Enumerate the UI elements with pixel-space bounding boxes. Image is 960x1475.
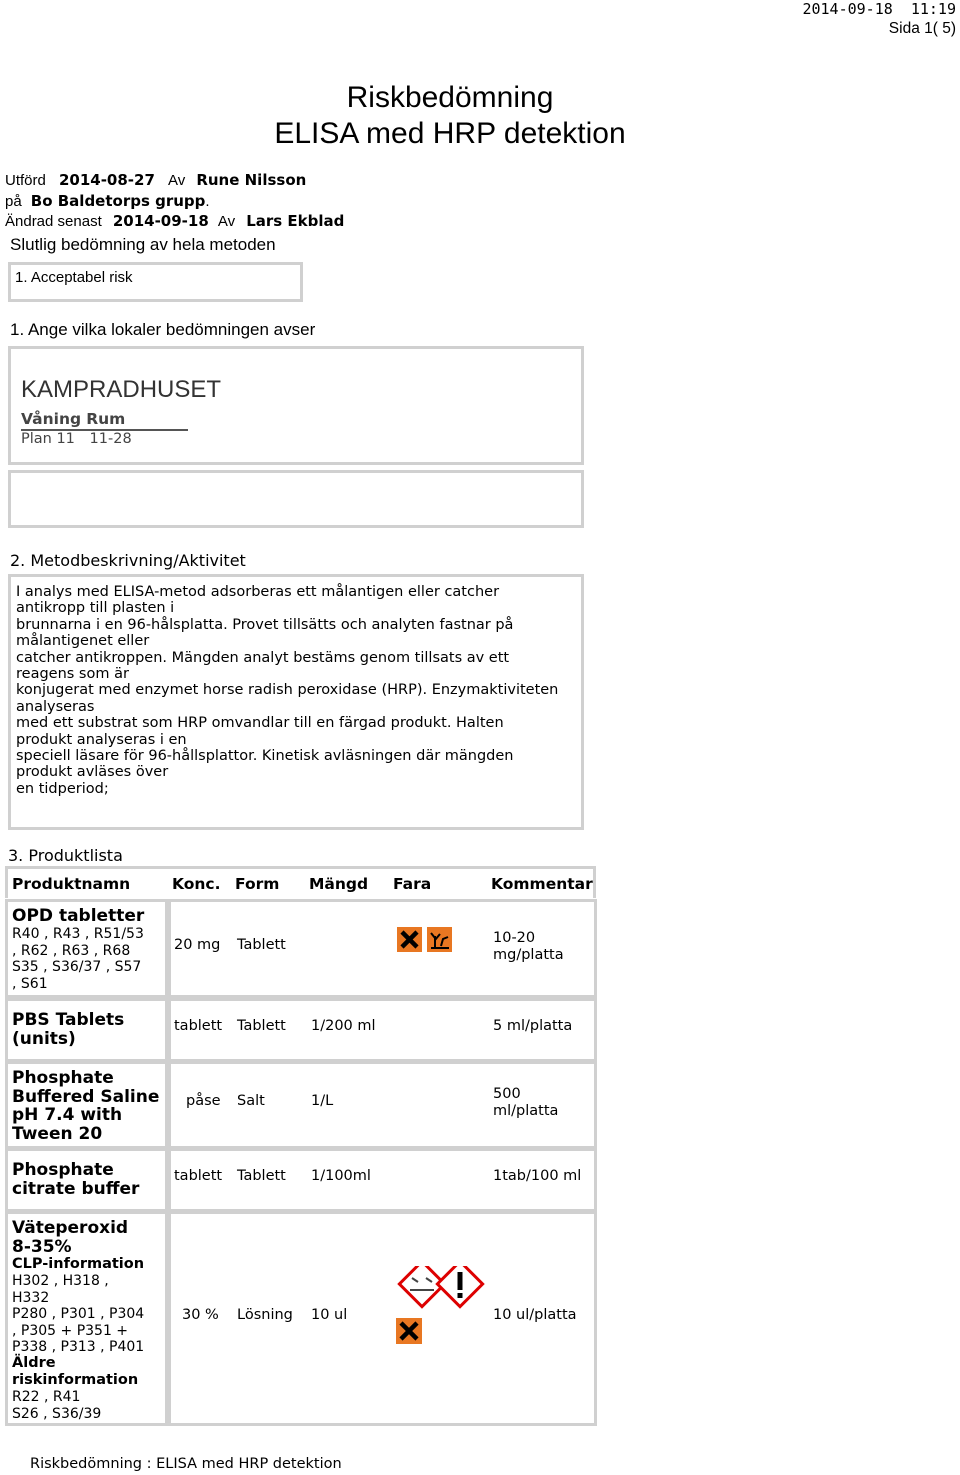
doc-title-line1: Riskbedömning [346, 81, 554, 114]
konc-value: påse [186, 1093, 221, 1109]
konc-value: tablett [174, 1018, 223, 1034]
mangd-value: 10 ul [311, 1307, 348, 1323]
description-line: produkt avläses över [16, 764, 169, 781]
col-konc: Konc. [168, 866, 231, 898]
utford-date: 2014-08-27 [58, 171, 155, 189]
table-row [5, 899, 168, 998]
description-line: med ett substrat som HRP omvandlar till en färgad produkt. Halten [16, 715, 504, 732]
table-row [5, 998, 168, 1062]
table-row [5, 1061, 168, 1149]
col-room: Rum [86, 410, 126, 428]
clp-code-line: H302 , H318 , [12, 1273, 109, 1289]
clp-code-line: H332 [12, 1289, 50, 1306]
clp-code-line: P338 , P313 , P401 [12, 1339, 145, 1355]
clp-code-line: , P305 + P351 + [12, 1322, 129, 1339]
av2-label: Av [217, 213, 236, 230]
room-value: 11-28 [89, 431, 132, 447]
kommentar-value: 5 ml/platta [493, 1018, 573, 1034]
fara-icons [397, 926, 455, 958]
description-line: målantigenet eller [16, 633, 150, 650]
clp-code-line: P280 , P301 , P304 [12, 1306, 145, 1322]
pa-label: på [5, 193, 22, 210]
description-line: reagens som är [16, 666, 129, 683]
section2-heading: 2. Metodbeskrivning/Aktivitet [10, 551, 246, 570]
description-line: produkt analyseras i en [16, 731, 187, 748]
method-box [8, 574, 584, 830]
old-code-line: S26 , S36/39 [12, 1405, 102, 1422]
old-risk-label: Äldre riskinformation [12, 1355, 139, 1388]
harmful-x-icon [396, 1318, 422, 1344]
description-line: en tidperiod; [16, 780, 109, 797]
product-table [5, 866, 596, 898]
description-line: analyseras [16, 698, 95, 715]
page-footer: Riskbedömning : ELISA med HRP detektion [30, 1456, 342, 1472]
risk-code-line: R40 , R43 , R51/53 [12, 926, 144, 942]
section3-heading: 3. Produktlista [8, 846, 123, 865]
form-value: Tablett [237, 937, 286, 953]
description-line: I analys med ELISA-metod adsorberas ett målantigen eller catcher [16, 584, 500, 600]
clp-label: CLP-information [12, 1256, 145, 1272]
exclamation-ghs-icon [437, 1266, 482, 1307]
andrad-label: Ändrad senast [5, 213, 102, 230]
table-row [5, 1211, 168, 1426]
product-name: Phosphate Buffered Saline pH 7.4 with Tween 20 [12, 1068, 160, 1144]
product-name: PBS Tablets (units) [12, 1010, 125, 1049]
kommentar-value: 500 ml/platta [493, 1086, 559, 1119]
mangd-value: 1/100ml [311, 1168, 371, 1184]
andrad-date: 2014-09-18 [112, 212, 209, 230]
final-heading: Slutlig bedömning av hela metoden [10, 235, 276, 254]
group-name: Bo Baldetorps grupp [30, 192, 206, 210]
location-header [21, 409, 188, 431]
doc-title [0, 80, 900, 152]
risk-codes [12, 926, 144, 992]
kommentar-value: 10-20 mg/platta [493, 930, 564, 963]
old-code-line: R22 , R41 [12, 1389, 81, 1405]
description-line: catcher antikroppen. Mängden analyt bestäms genom tillsats av ett [16, 649, 510, 666]
kommentar-value: 10 ul/platta [493, 1307, 577, 1323]
page-number: Sida 1( 5) [888, 20, 956, 37]
product-name: Väteperoxid 8-35% [12, 1218, 129, 1257]
final-box [8, 262, 303, 302]
location-row [21, 431, 188, 447]
form-value: Tablett [237, 1018, 286, 1034]
fara-icons [392, 1266, 488, 1354]
editor-name: Lars Ekblad [246, 212, 345, 230]
form-value: Lösning [237, 1307, 293, 1323]
risk-code-line: , R62 , R63 , R68 [12, 942, 131, 959]
utford-label: Utförd [5, 172, 46, 189]
col-produktnamn: Produktnamn [5, 866, 168, 898]
meta-utford [5, 170, 306, 189]
building-name: KAMPRADHUSET [21, 376, 222, 403]
description-line: brunnarna i en 96-hålsplatta. Provet tillsätts och analyten fastnar på [16, 616, 514, 633]
risk-code-line: S35 , S36/37 , S57 [12, 959, 142, 975]
method-description [16, 584, 558, 797]
col-fara: Fara [389, 866, 487, 898]
col-form: Form [231, 866, 305, 898]
page-header [802, 0, 956, 38]
kommentar-value: 1tab/100 ml [493, 1168, 582, 1184]
col-floor: Våning [21, 410, 82, 428]
group-dot: . [205, 193, 210, 210]
product-name: OPD tabletter [12, 906, 145, 926]
floor-value: Plan 11 [21, 431, 75, 447]
mangd-value: 1/200 ml [311, 1018, 376, 1034]
risk-code-line: , S61 [12, 975, 48, 992]
author-name: Rune Nilsson [196, 171, 307, 189]
description-line: speciell läsare för 96-hållsplattor. Kinetisk avläsningen där mängden [16, 748, 514, 765]
clp-codes [12, 1273, 144, 1356]
konc-value: tablett [174, 1168, 223, 1184]
empty-box [8, 470, 584, 528]
konc-value: 30 % [182, 1307, 219, 1323]
old-risk-codes [12, 1389, 101, 1422]
col-kommentar: Kommentar [487, 866, 596, 898]
form-value: Salt [237, 1093, 265, 1109]
ghs-pictograms [392, 1266, 488, 1350]
table-header-row [5, 866, 596, 898]
description-line: konjugerat med enzymet horse radish peroxidase (HRP). Enzymaktiviteten [16, 682, 559, 699]
doc-title-line2: ELISA med HRP detektion [274, 117, 626, 150]
col-mangd: Mängd [305, 866, 389, 898]
form-value: Tablett [237, 1168, 286, 1184]
table-row [5, 1148, 168, 1212]
meta-andrad [5, 211, 344, 230]
final-value: 1. Acceptabel risk [15, 269, 133, 286]
meta-pa [5, 191, 210, 210]
av-label: Av [168, 172, 186, 189]
print-datetime: 2014-09-18 11:19 [802, 0, 956, 18]
harmful-x-icon [397, 926, 455, 954]
mangd-value: 1/L [311, 1093, 334, 1109]
description-line: antikropp till plasten i [16, 600, 175, 617]
section1-heading: 1. Ange vilka lokaler bedömningen avser [10, 320, 316, 339]
locations-box [8, 346, 584, 465]
product-name: Phosphate citrate buffer [12, 1160, 140, 1199]
konc-value: 20 mg [174, 937, 221, 953]
